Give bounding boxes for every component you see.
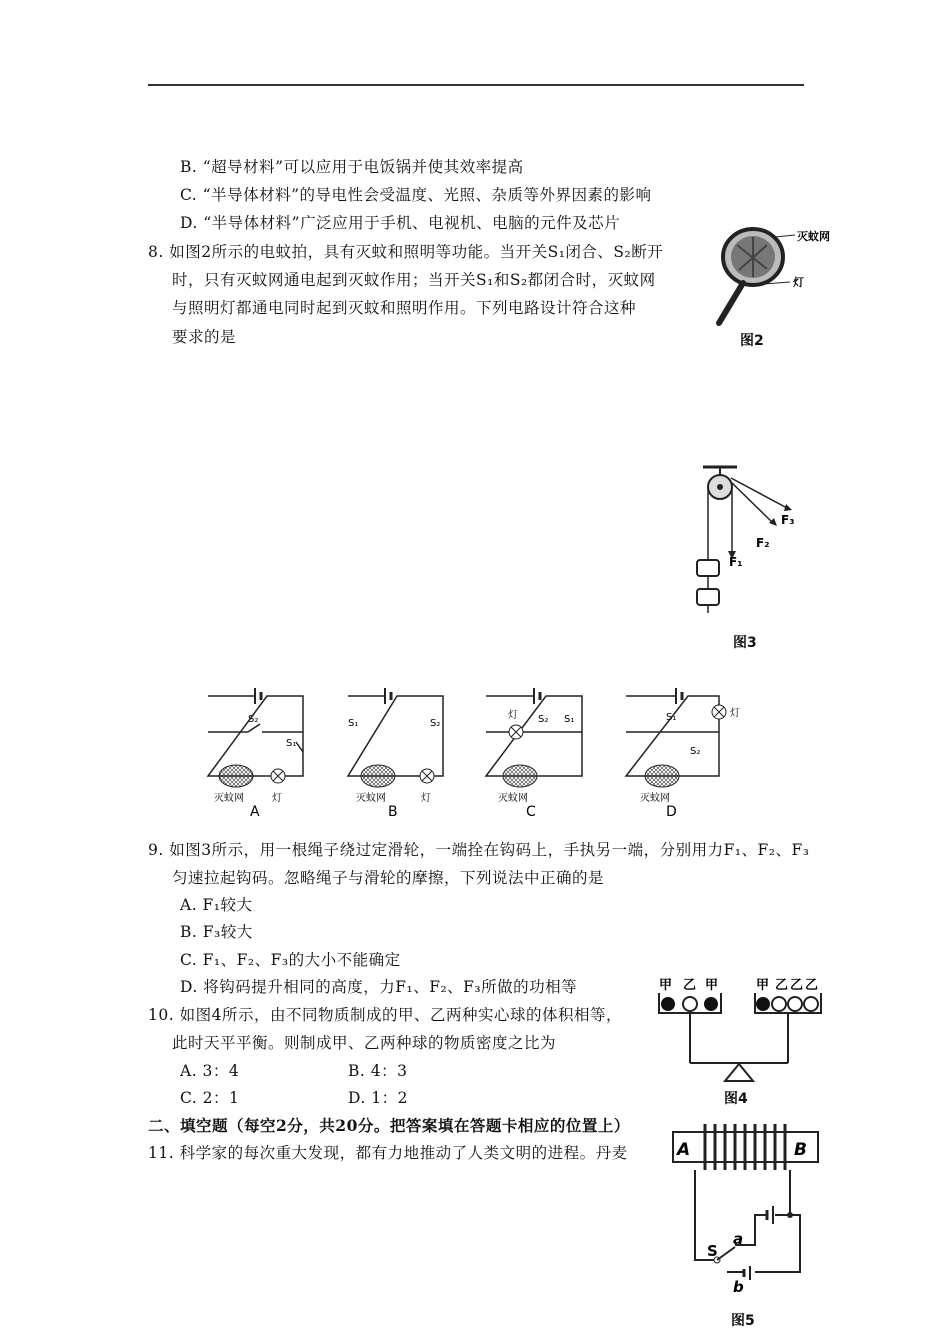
svg-text:b: b xyxy=(733,1278,744,1296)
q9-option-b: B. F₃较大 xyxy=(180,923,253,941)
q10-line2: 此时天平平衡。则制成甲、乙两种球的物质密度之比为 xyxy=(172,1034,557,1052)
q9-line1: 9. 如图3所示，用一根绳子绕过定滑轮，一端拴在钩码上，手执另一端，分别用力F₁、F₂、F₃ xyxy=(148,841,810,859)
svg-text:甲: 甲 xyxy=(705,978,719,993)
q9-line2: 匀速拉起钩码。忽略绳子与滑轮的摩擦，下列说法中正确的是 xyxy=(172,869,605,887)
option-d: D. “半导体材料”广泛应用于手机、电视机、电脑的元件及芯片 xyxy=(180,214,621,232)
circuit-a xyxy=(208,688,303,820)
svg-text:乙: 乙 xyxy=(775,978,789,993)
svg-text:灯: 灯 xyxy=(421,793,431,804)
svg-text:乙: 乙 xyxy=(683,978,697,993)
q10-option-a: A. 3：4 xyxy=(180,1062,240,1080)
circuit-d-label: D xyxy=(666,804,677,820)
q10-line1: 10. 如图4所示，由不同物质制成的甲、乙两种实心球的体积相等， xyxy=(148,1006,622,1024)
svg-text:甲: 甲 xyxy=(756,978,770,993)
circuit-b-label: B xyxy=(388,804,398,820)
section-two-heading: 二、填空题（每空2分，共20分。把答案填在答题卡相应的位置上） xyxy=(148,1116,630,1135)
svg-text:S₁: S₁ xyxy=(286,738,297,749)
svg-text:a: a xyxy=(733,1230,744,1248)
svg-text:乙: 乙 xyxy=(790,978,804,993)
q11-line1: 11. 科学家的每次重大发现，都有力地推动了人类文明的进程。丹麦 xyxy=(148,1144,628,1162)
fig3-f1-label: F₁ xyxy=(729,555,743,569)
svg-text:灯: 灯 xyxy=(730,708,740,719)
fig3-f2-label: F₂ xyxy=(756,536,770,550)
fig2-mosquito-swatter xyxy=(705,215,845,330)
svg-text:乙: 乙 xyxy=(805,978,819,993)
svg-text:S₂: S₂ xyxy=(690,746,701,757)
svg-text:S₁: S₁ xyxy=(666,712,677,723)
circuit-a-label: A xyxy=(250,804,260,820)
circuit-c-label: C xyxy=(526,804,536,820)
svg-text:S: S xyxy=(707,1242,718,1260)
fig5-electromagnet xyxy=(665,1120,825,1310)
q10-option-b: B. 4：3 xyxy=(348,1062,408,1080)
fig3-f3-label: F₃ xyxy=(781,513,795,527)
header-rule xyxy=(148,84,804,86)
svg-text:S₁: S₁ xyxy=(564,714,575,725)
circuit-options xyxy=(200,682,760,822)
q9-option-d: D. 将钩码提升相同的高度，力F₁、F₂、F₃所做的功相等 xyxy=(180,978,578,996)
fig2-caption: 图2 xyxy=(740,333,764,349)
svg-text:A: A xyxy=(677,1140,691,1160)
svg-text:S₂: S₂ xyxy=(248,714,259,725)
svg-text:灯: 灯 xyxy=(272,793,282,804)
svg-text:甲: 甲 xyxy=(659,978,673,993)
fig4-caption: 图4 xyxy=(724,1091,748,1107)
svg-text:S₁: S₁ xyxy=(348,718,359,729)
circuit-c xyxy=(486,688,582,820)
circuit-d xyxy=(626,688,740,820)
q9-option-c: C. F₁、F₂、F₃的大小不能确定 xyxy=(180,951,401,969)
q8-line4: 要求的是 xyxy=(172,328,237,346)
circuit-b xyxy=(348,688,443,820)
fig2-net-label: 灭蚊网 xyxy=(797,230,830,243)
svg-text:灭蚊网: 灭蚊网 xyxy=(498,793,528,804)
option-b: B. “超导材料”可以应用于电饭锅并使其效率提高 xyxy=(180,158,524,176)
svg-text:灭蚊网: 灭蚊网 xyxy=(356,793,386,804)
fig4-balance xyxy=(655,975,830,1085)
svg-text:灭蚊网: 灭蚊网 xyxy=(214,793,244,804)
q10-option-d: D. 1：2 xyxy=(348,1089,408,1107)
fig2-lamp-label: 灯 xyxy=(793,276,804,289)
svg-text:灭蚊网: 灭蚊网 xyxy=(640,793,670,804)
svg-text:S₂: S₂ xyxy=(538,714,549,725)
option-c: C. “半导体材料”的导电性会受温度、光照、杂质等外界因素的影响 xyxy=(180,186,652,204)
q8-line2: 时，只有灭蚊网通电起到灭蚊作用；当开关S₁和S₂都闭合时，灭蚊网 xyxy=(172,271,656,289)
q8-line1: 8. 如图2所示的电蚊拍，具有灭蚊和照明等功能。当开关S₁闭合、S₂断开 xyxy=(148,243,664,261)
fig3-caption: 图3 xyxy=(733,635,757,651)
q8-line3: 与照明灯都通电同时起到灭蚊和照明作用。下列电路设计符合这种 xyxy=(172,299,637,317)
q9-option-a: A. F₁较大 xyxy=(180,896,253,914)
fig5-caption: 图5 xyxy=(731,1313,755,1329)
fig3-pulley xyxy=(685,465,800,625)
svg-text:S₂: S₂ xyxy=(430,718,441,729)
svg-text:B: B xyxy=(794,1140,807,1160)
svg-text:灯: 灯 xyxy=(508,710,518,721)
q10-option-c: C. 2：1 xyxy=(180,1089,240,1107)
